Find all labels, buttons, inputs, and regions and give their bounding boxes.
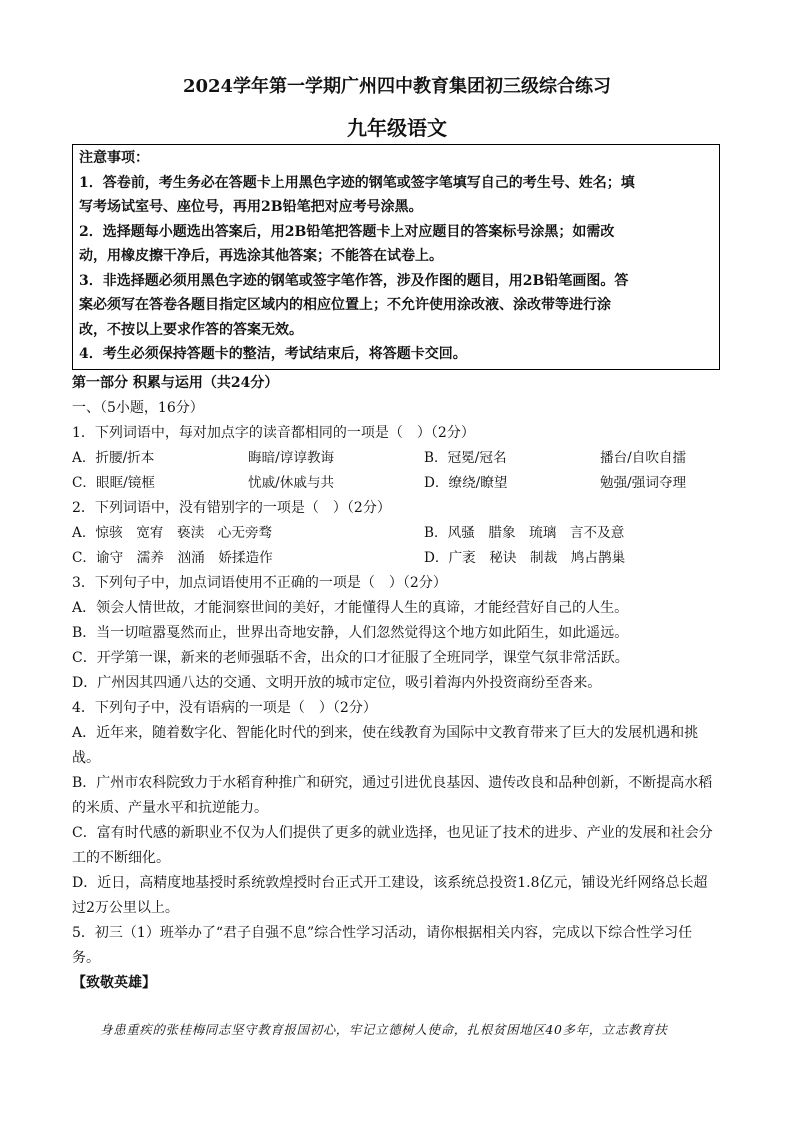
- exam-subject: 九年级语文: [347, 116, 447, 140]
- notice-line: 2．选择题每小题选出答案后，用2B铅笔把答题卡上对应题目的答案标号涂黑；如需改: [79, 224, 615, 240]
- q2-option-b: B．风骚 腊象 琉璃 言不及意: [424, 525, 625, 541]
- q3-option-d: D．广州因其四通八达的交通、文明开放的城市定位，吸引着海内外投资商纷至沓来。: [72, 675, 602, 691]
- q5-subheading: 【致敬英雄】: [72, 975, 156, 991]
- q1-option-a: A．折腰/折本: [72, 450, 155, 466]
- part1-heading: 第一部分 积累与运用（共24分）: [72, 375, 279, 391]
- q5-passage: 身患重疾的张桂梅同志坚守教育报国初心，牢记立德树人使命，扎根贫困地区40多年，立志教育扶: [100, 1022, 668, 1037]
- q5-stem-cont: 务。: [72, 950, 100, 966]
- q1-stem: 1．下列词语中，每对加点字的读音都相同的一项是（ ）（2分）: [72, 425, 475, 441]
- q4-option-b: B．广州市农科院致力于水稻育种推广和研究，通过引进优良基因、遗传改良和品种创新，不断提高水稻: [72, 775, 713, 791]
- notice-line: 4．考生必须保持答题卡的整洁，考试结束后，将答题卡交回。: [79, 346, 467, 362]
- q1-option-b: B．冠冕/冠名: [424, 450, 507, 466]
- notice-line: 动，用橡皮擦干净后，再选涂其他答案；不能答在试卷上。: [79, 248, 443, 264]
- q1-option-a-word: 晦暗/谆谆教诲: [248, 450, 335, 466]
- q1-option-d: D．缭绕/瞭望: [424, 475, 508, 491]
- q1-option-c-word: 忧戚/休戚与共: [248, 475, 335, 491]
- q1-option-d-word: 勉强/强词夺理: [600, 475, 687, 491]
- q2-option-a: A．惊骇 宽宥 亵渎 心无旁骛: [72, 525, 273, 541]
- q1-option-c: C．眼眶/镜框: [72, 475, 155, 491]
- q4-option-a: A．近年来，随着数字化、智能化时代的到来，使在线教育为国际中文教育带来了巨大的发展机遇和挑: [72, 725, 699, 741]
- section-heading: 一、（5小题，16分）: [72, 400, 204, 416]
- notice-line: 1．答卷前，考生务必在答题卡上用黑色字迹的钢笔或签字笔填写自己的考生号、姓名；填: [79, 175, 635, 191]
- q5-stem: 5．初三（1）班举办了“君子自强不息”综合性学习活动，请你根据相关内容，完成以下综合性学习任: [72, 925, 693, 941]
- notice-box: [72, 144, 720, 370]
- q3-option-a: A．领会人情世故，才能洞察世间的美好，才能懂得人生的真谛，才能经营好自己的人生。: [72, 600, 629, 616]
- notice-line: 3．非选择题必须用黑色字迹的钢笔或签字笔作答，涉及作图的题目，用2B铅笔画图。答: [79, 273, 629, 289]
- notice-line: 改，不按以上要求作答的答案无效。: [79, 322, 303, 338]
- notice-line: 案必须写在答卷各题目指定区域内的相应位置上；不允许使用涂改液、涂改带等进行涂: [79, 297, 611, 313]
- q4-option-a-cont: 战。: [72, 750, 100, 766]
- q2-option-c: C．谕守 濡养 汹涌 娇揉造作: [72, 550, 273, 566]
- q1-option-b-word: 播台/自吹自擂: [600, 450, 687, 466]
- notice-heading: 注意事项：: [79, 150, 149, 166]
- q2-stem: 2．下列词语中，没有错别字的一项是（ ）（2分）: [72, 500, 391, 516]
- q4-stem: 4．下列句子中，没有语病的一项是（ ）（2分）: [72, 700, 377, 716]
- q4-option-d: D．近日，高精度地基授时系统敦煌授时台正式开工建设，该系统总投资1.8亿元，铺设光纤网络总长超: [72, 875, 708, 891]
- q3-option-c: C．开学第一课，新来的老师强聒不舍，出众的口才征服了全班同学，课堂气氛非常活跃。: [72, 650, 629, 666]
- notice-line: 写考场试室号、座位号，再用2B铅笔把对应考号涂黑。: [79, 199, 423, 215]
- q3-option-b: B．当一切喧嚣戛然而止，世界出奇地安静，人们忽然觉得这个地方如此陌生，如此遥远。: [72, 625, 629, 641]
- q4-option-d-cont: 过2万公里以上。: [72, 900, 179, 916]
- q2-option-d: D．广袤 秘诀 制裁 鸠占鹊巢: [424, 550, 626, 566]
- q4-option-c-cont: 工的不断细化。: [72, 850, 170, 866]
- q3-stem: 3．下列句子中，加点词语使用不正确的一项是（ ）（2分）: [72, 575, 447, 591]
- exam-title: 2024学年第一学期广州四中教育集团初三级综合练习: [182, 76, 612, 97]
- q4-option-b-cont: 的米质、产量水平和抗逆能力。: [72, 800, 268, 816]
- q4-option-c: C．富有时代感的新职业不仅为人们提供了更多的就业选择，也见证了技术的进步、产业的发展和社会分: [72, 825, 713, 841]
